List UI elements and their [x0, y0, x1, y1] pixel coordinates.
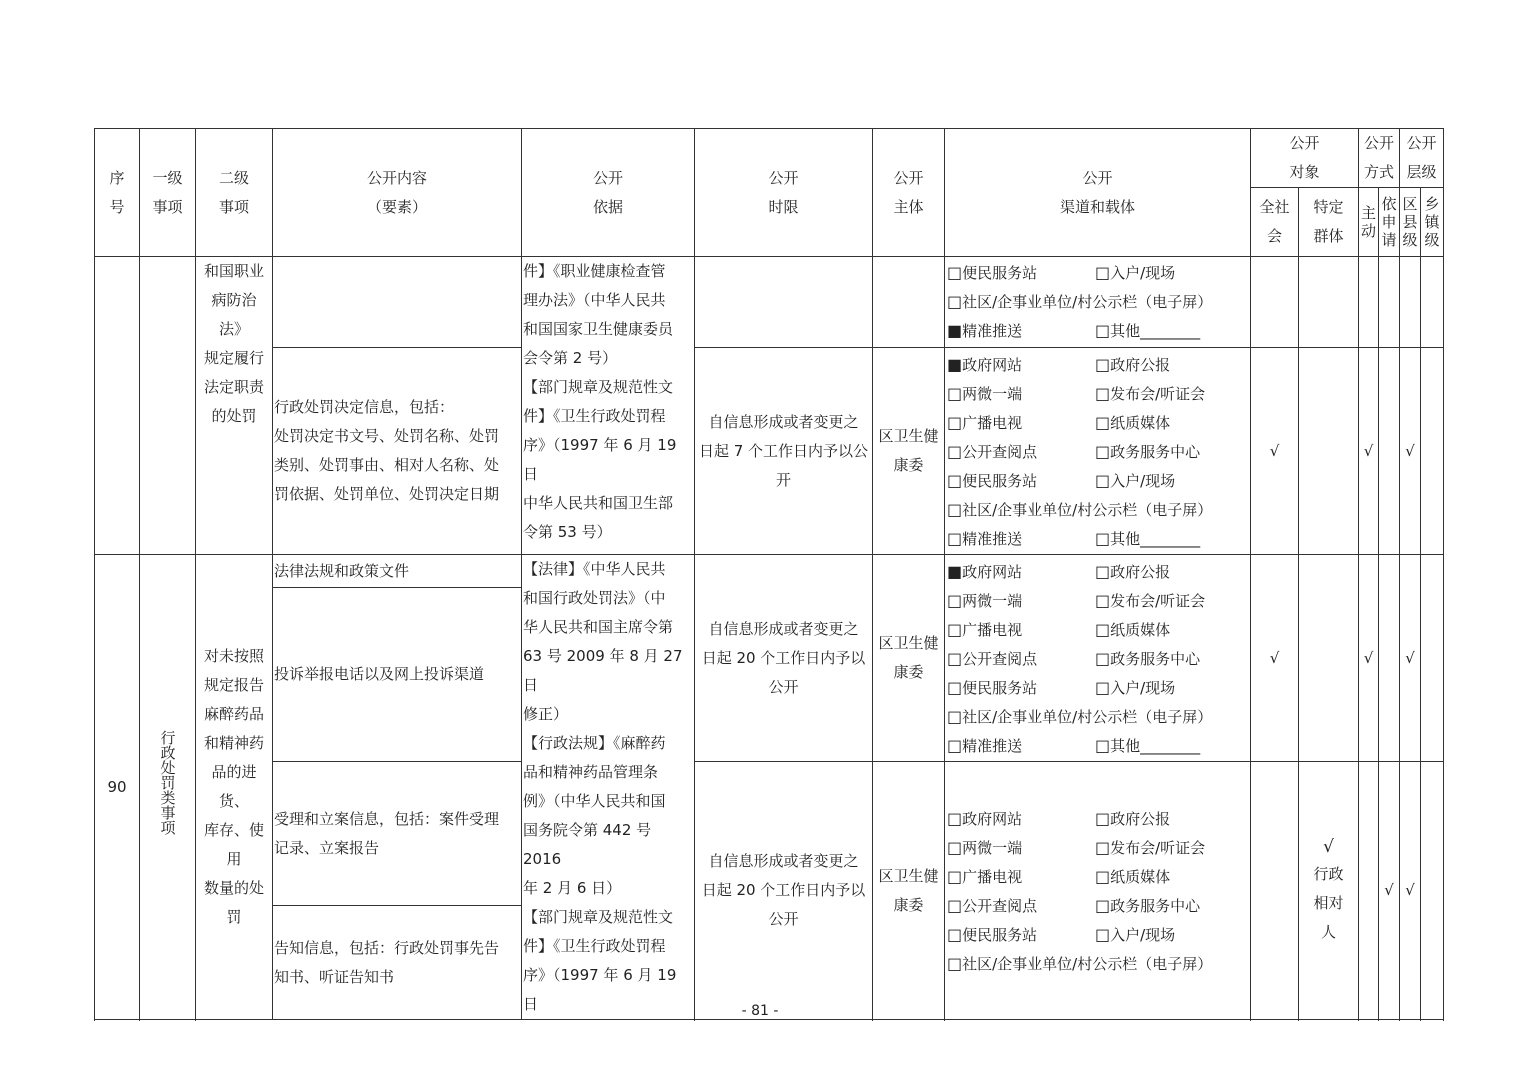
prev-subject-empty	[873, 257, 945, 348]
header-method-apply: 依 申 请	[1379, 188, 1400, 257]
content-complaint: 投诉举报电话以及网上投诉渠道	[273, 588, 522, 762]
header-method-active: 主 动	[1359, 188, 1379, 257]
check-county: √	[1400, 348, 1421, 555]
page-number: - 81 -	[741, 1003, 779, 1019]
channel-row: □两微一端 □发布会/听证会	[947, 384, 1206, 403]
prev-channels-a	[945, 257, 1251, 348]
level2-90: 对未按照 规定报告 麻醉药品 和精神药 品的进货、 库存、使用 数量的处 罚	[196, 555, 273, 1020]
channel-row: □两微一端 □发布会/听证会	[947, 838, 1206, 857]
channel-row: □公开查阅点 □政务服务中心	[947, 896, 1201, 915]
channel-row: □社区/企事业单位/村公示栏（电子屏）	[947, 292, 1213, 311]
subject-90b: 区卫生健 康委	[873, 762, 945, 1020]
check-all-90a: √	[1251, 555, 1299, 762]
time-90a: 自信息形成或者变更之 日起 20 个工作日内予以 公开	[695, 555, 873, 762]
channel-precise: 精准推送	[962, 322, 1023, 340]
header-level-town: 乡 镇 级	[1421, 188, 1444, 257]
header-basis: 公开 依据	[522, 129, 695, 257]
header-level1: 一级 事项	[140, 129, 196, 257]
header-seq: 序 号	[95, 129, 140, 257]
specific-target-cell	[1299, 762, 1359, 1020]
content-notice: 告知信息，包括：行政处罚事先告 知书、听证告知书	[273, 906, 522, 1020]
prev-time: 自信息形成或者变更之 日起 7 个工作日内予以公 开	[695, 348, 873, 555]
prev-basis: 件】《职业健康检查管 理办法》（中华人民共 和国国家卫生健康委员 会令第 2 号） 【部门规章及规范性文 件】《卫生行政处罚程 序》（1997 年 6 月 19 日 中华人民共和国卫生部 令第 53 号）	[522, 257, 695, 555]
channels-90a	[945, 555, 1251, 762]
prev-level2: 和国职业 病防治法》 规定履行 法定职责 的处罚	[196, 257, 273, 555]
disclosure-table	[94, 128, 1444, 1020]
header-method: 公开 方式	[1359, 129, 1400, 188]
channel-board: 社区/企事业单位/村公示栏（电子屏）	[962, 293, 1213, 311]
channel-row: □公开查阅点 □政务服务中心	[947, 442, 1201, 461]
header-level: 公开 层级	[1400, 129, 1444, 188]
header-subject: 公开 主体	[873, 129, 945, 257]
prev-channels-b	[945, 348, 1251, 555]
prev-level1-cell	[140, 257, 196, 555]
header-target-all: 全社 会	[1251, 188, 1299, 257]
content-accept: 受理和立案信息，包括：案件受理 记录、立案报告	[273, 762, 522, 906]
header-level-county: 区 县 级	[1400, 188, 1421, 257]
channel-row: ■精准推送 □其他________	[947, 321, 1201, 340]
channel-row: □广播电视 □纸质媒体	[947, 867, 1171, 886]
channel-row: □公开查阅点 □政务服务中心	[947, 649, 1201, 668]
prev-subject: 区卫生健 康委	[873, 348, 945, 555]
check-active: √	[1359, 348, 1379, 555]
channel-other: 其他________	[1110, 322, 1201, 340]
channel-row: □政府网站 □政府公报	[947, 809, 1171, 828]
prev-content-empty	[273, 257, 522, 348]
prev-content: 行政处罚决定信息，包括： 处罚决定书文号、处罚名称、处罚 类别、处罚事由、相对人名称、处 罚依据、处罚单位、处罚决定日期	[273, 348, 522, 555]
content-law: 法律法规和政策文件	[273, 555, 522, 588]
check-county-90b: √	[1400, 762, 1421, 1020]
channel-row: □便民服务站 □入户/现场	[947, 925, 1176, 944]
channel-row: □精准推送 □其他________	[947, 736, 1201, 755]
channel-row: □社区/企事业单位/村公示栏（电子屏）	[947, 707, 1213, 726]
channel-row: □社区/企事业单位/村公示栏（电子屏）	[947, 954, 1213, 973]
channel-convenience: 便民服务站	[962, 264, 1038, 282]
level1-90-cell	[140, 555, 196, 1020]
channel-row: □社区/企事业单位/村公示栏（电子屏）	[947, 500, 1213, 519]
channel-row: □精准推送 □其他________	[947, 529, 1201, 548]
check-active-90a: √	[1359, 555, 1379, 762]
header-channel: 公开 渠道和载体	[945, 129, 1251, 257]
channel-row: □广播电视 □纸质媒体	[947, 413, 1171, 432]
check-specific: √	[1323, 837, 1334, 857]
check-all: √	[1251, 348, 1299, 555]
time-90b: 自信息形成或者变更之 日起 20 个工作日内予以 公开	[695, 762, 873, 1020]
header-level2: 二级 事项	[196, 129, 273, 257]
channel-row: □便民服务站 □入户/现场	[947, 263, 1176, 282]
level1-90: 行政处罚类事项	[158, 729, 177, 835]
check-county-90a: √	[1400, 555, 1421, 762]
prev-time-empty	[695, 257, 873, 348]
channel-row: ■政府网站 □政府公报	[947, 355, 1171, 374]
header-target-specific: 特定 群体	[1299, 188, 1359, 257]
prev-seq-cell	[95, 257, 140, 555]
header-content: 公开内容 （要素）	[273, 129, 522, 257]
check-apply-90b: √	[1379, 762, 1400, 1020]
header-time: 公开 时限	[695, 129, 873, 257]
header-target: 公开 对象	[1251, 129, 1359, 188]
channels-90b	[945, 762, 1251, 1020]
basis-90: 【法律】《中华人民共 和国行政处罚法》（中 华人民共和国主席令第 63 号 2009 年 8 月 27 日 修正） 【行政法规】《麻醉药 品和精神药品管理条 例》（中华人民共和国 国务院令第 442 号 2016 年 2 月 6 日） 【部门规章及规范性文 件】《卫生行政处罚程 序》（1997 年 6 月 19 日	[522, 555, 695, 1020]
subject-90a: 区卫生健 康委	[873, 555, 945, 762]
specific-target: 行政 相对 人	[1313, 865, 1344, 941]
channel-row: □广播电视 □纸质媒体	[947, 620, 1171, 639]
channel-door: 入户/现场	[1110, 264, 1176, 282]
seq-90: 90	[95, 555, 140, 1020]
channel-row: □便民服务站 □入户/现场	[947, 678, 1176, 697]
channel-row: □便民服务站 □入户/现场	[947, 471, 1176, 490]
channel-row: □两微一端 □发布会/听证会	[947, 591, 1206, 610]
channel-row: ■政府网站 □政府公报	[947, 562, 1171, 581]
